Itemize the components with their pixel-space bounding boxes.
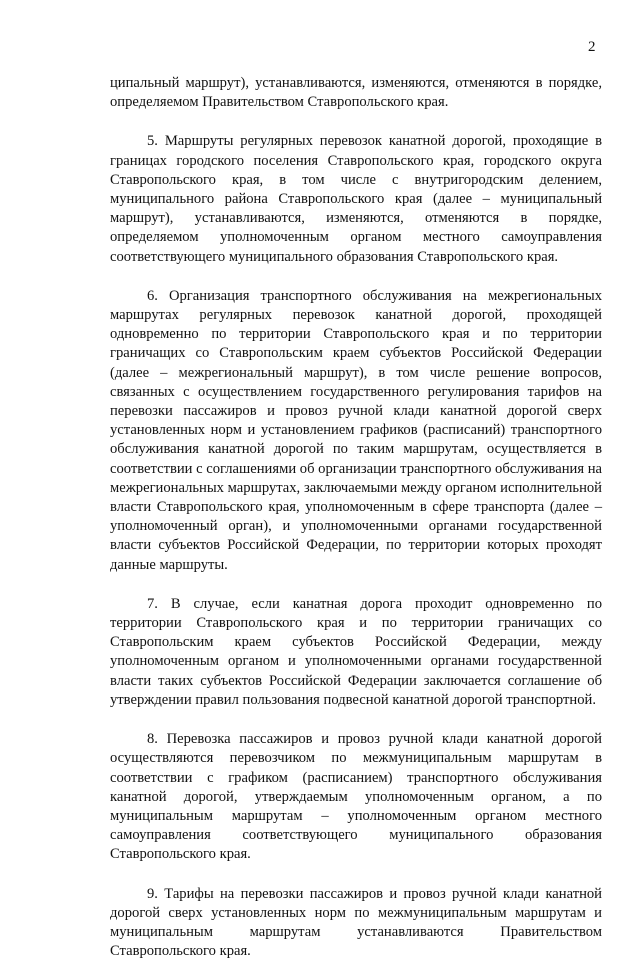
paragraph-continuation: ципальный маршрут), устанавливаются, изменяются, отменяются в порядке, определяемом Правительством Ставропольского края. (110, 75, 602, 111)
paragraph-6: 6. Организация транспортного обслуживания на межрегиональных маршрутах регулярных перевозок канатной дорогой, проходящей одновременно по территории Ставропольского края и по территории граничащих со Ставропольским краем субъектов Российской Федерации (далее – межрегиональный маршрут), в том числе решение вопросов, связанных с осуществлением государственного регулирования тарифов на перевозки пассажиров и провоз ручной клади канатной дорогой сверх установленных норм и установлением графиков (расписаний) транспортного обслуживания канатной дорогой по таким маршрутам, осуществляется в соответствии с соглашениями об организации транспортного обслуживания на межрегиональных маршрутах, заключаемыми между органом исполнительной власти Ставропольского края, уполномоченным в сфере транспорта (далее – уполномоченный орган), и уполномоченными органами государственной власти субъектов Российской Федерации, по территории которых проходят данные маршруты. (110, 287, 602, 573)
paragraph-9: 9. Тарифы на перевозки пассажиров и провоз ручной клади канатной дорогой сверх установленных норм по межмуниципальным маршрутам и муниципальным маршрутам устанавливаются Правительством Ставропольского края. (110, 885, 602, 960)
paragraph-7: 7. В случае, если канатная дорога проходит одновременно по территории Ставропольского края и по территории граничащих со Ставропольским краем субъектов Российской Федерации, между уполномоченным органом и уполномоченными органами государственной власти таких субъектов Российской Федерации заключается соглашение об утверждении правил пользования подвесной канатной дорогой транспортной. (110, 595, 602, 708)
document-body (110, 74, 602, 961)
page-number: 2 (588, 39, 596, 55)
paragraph-5: 5. Маршруты регулярных перевозок канатной дорогой, проходящие в границах городского поселения Ставропольского края, городского округа Ставропольского края, в том числе с внутригородским делением, муниципального района Ставропольского края (далее – муниципальный маршрут), устанавливаются, изменяются, отменяются в порядке, определяемом уполномоченным органом местного самоуправления соответствующего муниципального образования Ставропольского края. (110, 133, 602, 265)
paragraph-8: 8. Перевозка пассажиров и провоз ручной клади канатной дорогой осуществляются перевозчиком по межмуниципальным маршрутам в соответствии с графиком (расписанием) транспортного обслуживания канатной дорогой, утверждаемым уполномоченным органом, а по муниципальным маршрутам – уполномоченным органом местного самоуправления соответствующего муниципального образования Ставропольского края. (110, 731, 602, 863)
